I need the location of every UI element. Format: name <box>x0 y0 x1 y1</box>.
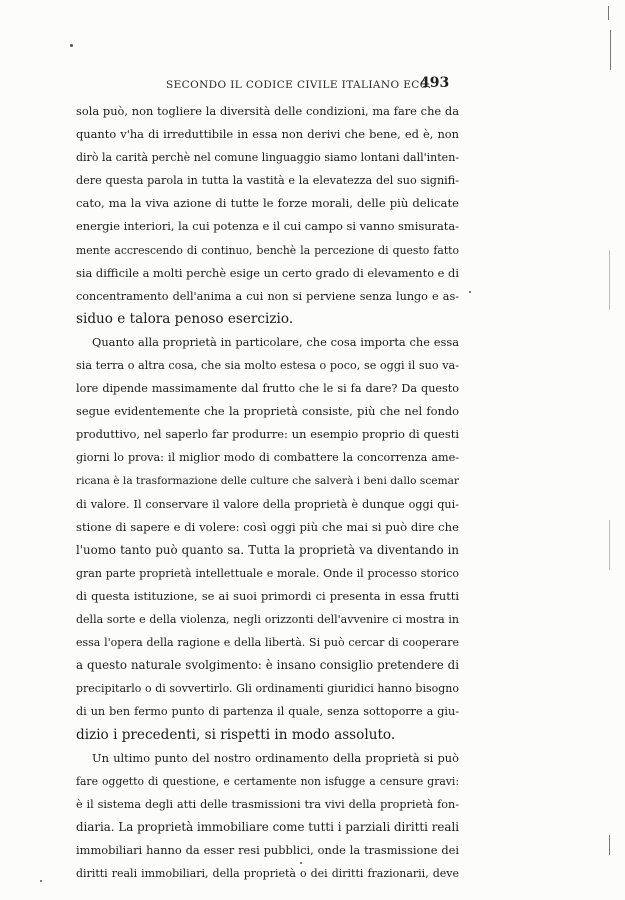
text-line: ricana è la trasformazione delle culture che salverà i beni dallo scemar <box>76 474 459 487</box>
text-line: cato, ma la viva azione di tutte le forze morali, delle più delicate <box>76 196 459 211</box>
text-line: diaria. La proprietà immobiliare come tutti i parziali diritti reali <box>76 819 459 834</box>
text-line: Quanto alla proprietà in particolare, che cosa importa che essa <box>92 334 459 349</box>
text-line: dere questa parola in tutta la vastità e la elevatezza del suo signifi- <box>76 174 459 188</box>
text-line: a questo naturale svolgimento: è insano consiglio pretendere di <box>76 658 459 673</box>
text-line: gran parte proprietà intellettuale e morale. Onde il processo storico <box>76 566 459 580</box>
text-line: sia difficile a molti perchè esige un certo grado di elevamento e di <box>76 265 459 280</box>
scan-edge-mark <box>609 520 610 570</box>
text-line: precipitarlo o di sovvertirlo. Gli ordinamenti giuridici hanno bisogno <box>76 682 459 696</box>
text-line: stione di sapere e di volere: così oggi più che mai si può dire che <box>76 519 459 534</box>
text-line: giorni lo prova: il miglior modo di combattere la concorrenza ame- <box>76 451 459 465</box>
text-line: sola può, non togliere la diversità delle condizioni, ma fare che da <box>76 104 459 118</box>
scan-edge-mark <box>609 250 610 310</box>
text-line: l'uomo tanto può quanto sa. Tutta la proprietà va diventando in <box>76 542 459 557</box>
scan-speck <box>300 862 302 864</box>
text-line: della sorte e della violenza, negli orizzonti dell'avvenire ci mostra in <box>76 613 459 627</box>
text-line: di un ben fermo punto di partenza il quale, senza sottoporre a giu- <box>76 705 459 719</box>
text-line: Un ultimo punto del nostro ordinamento della proprietà si può <box>92 750 459 765</box>
body-text <box>76 100 459 885</box>
text-line: diritti reali immobiliari, della proprietà o dei diritti frazionarii, deve <box>76 867 459 881</box>
scan-edge-mark <box>608 6 609 20</box>
scan-edge-mark <box>609 835 610 855</box>
text-line: siduo e talora penoso esercizio. <box>76 310 294 327</box>
text-line: segue evidentemente che la proprietà consiste, più che nel fondo <box>76 404 459 419</box>
scan-speck <box>70 44 73 47</box>
text-line: produttivo, nel saperlo far produrre: un esempio proprio di questi <box>76 427 459 442</box>
text-line: energie interiori, la cui potenza e il cui campo si vanno smisurata- <box>76 219 459 234</box>
text-line: lore dipende massimamente dal frutto che le si fa dare? Da questo <box>76 382 459 396</box>
text-line: mente accrescendo di continuo, benchè la percezione di questo fatto <box>76 243 459 257</box>
scan-edge-mark <box>610 30 611 70</box>
text-line: quanto v'ha di irreduttibile in essa non derivi che bene, ed è, non <box>76 127 459 142</box>
text-line: è il sistema degli atti delle trasmissioni tra vivi della proprietà fon- <box>76 797 459 811</box>
running-title: SECONDO IL CODICE CIVILE ITALIANO ECC. <box>166 79 432 91</box>
text-line: fare oggetto di questione, e certamente non isfugge a censure gravi: <box>76 774 459 788</box>
text-line: dirò la carità perchè nel comune linguaggio siamo lontani dall'inten- <box>76 151 459 165</box>
text-line: dizio i precedenti, si rispetti in modo assoluto. <box>76 726 396 743</box>
page-number: 493 <box>420 75 450 91</box>
text-line: concentramento dell'anima a cui non si perviene senza lungo e as- <box>76 289 459 303</box>
text-line: essa l'opera della ragione e della libertà. Si può cercar di cooperare <box>76 636 459 650</box>
text-line: di valore. Il conservare il valore della proprietà è dunque oggi qui- <box>76 497 459 511</box>
text-line: immobiliari hanno da esser resi pubblici, onde la trasmissione dei <box>76 843 459 857</box>
text-line: di questa istituzione, se ai suoi primordi ci presenta in essa frutti <box>76 588 459 603</box>
scan-speck <box>40 880 42 882</box>
scan-speck <box>469 291 471 293</box>
text-line: sia terra o altra cosa, che sia molto estesa o poco, se oggi il suo va- <box>76 359 459 373</box>
